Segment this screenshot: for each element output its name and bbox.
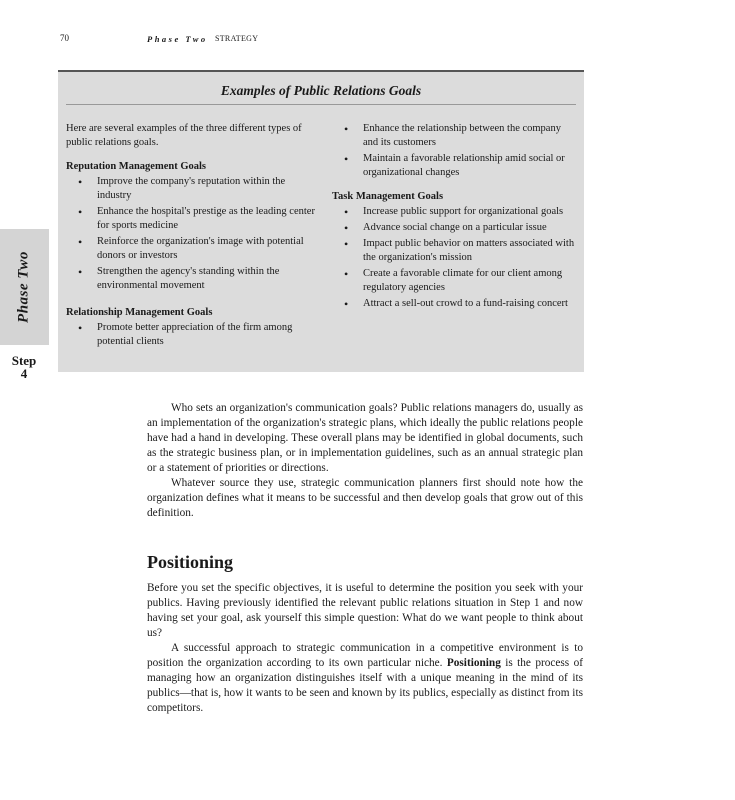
box-intro: Here are several examples of the three different types of public relations goals. (66, 123, 302, 148)
relationship-list-left (66, 321, 318, 349)
phase-side-tab (0, 229, 49, 345)
body-paragraph: Whatever source they use, strategic communication planners first should note how the organization defines what it means to be successful and then develop goals that grow out of this definition. (147, 477, 583, 519)
task-heading: Task Management Goals (332, 191, 444, 202)
box-title: Examples of Public Relations Goals (220, 83, 422, 98)
body-section-positioning (147, 581, 583, 716)
body-paragraph: Who sets an organization's communication goals? Public relations managers do, usually as an implementation of the organization's strategic plans, which ideally the public relations people have had a hand in developing. These overall plans may be identified in global documents, such as the strategic business plan, or in implementation guidelines, such as an annual strategic plan or a statement of priorities or directions. (147, 402, 583, 474)
body-paragraph (147, 641, 583, 716)
body-paragraph: Before you set the specific objectives, it is useful to determine the position you seek with your publics. Having previously identified the relevant public relations situation in Step 1 and now having set your goal, ask yourself this simple question: What do we want people to think about us? (147, 582, 583, 639)
step-marker (9, 354, 39, 380)
body-section-goals (147, 401, 583, 521)
list-item: • Impact public behavior on matters associated with the organization's mission (332, 237, 578, 265)
list-item: • Strengthen the agency's standing within the environmental movement (66, 265, 318, 293)
step-number: 4 (20, 366, 28, 381)
relationship-list-right (332, 122, 578, 180)
reputation-heading: Reputation Management Goals (66, 161, 206, 172)
box-right-column (332, 122, 578, 311)
list-item: • Enhance the relationship between the company and its customers (332, 122, 578, 150)
examples-box (58, 70, 584, 372)
list-item: • Improve the company's reputation within the industry (66, 175, 318, 203)
header-phase: Phase Two (147, 34, 208, 44)
list-item: • Maintain a favorable relationship amid social or organizational changes (332, 152, 578, 180)
list-item: • Reinforce the organization's image with potential donors or investors (66, 235, 318, 263)
list-item: • Increase public support for organizational goals (332, 205, 578, 219)
box-left-column (66, 122, 318, 349)
list-item: • Attract a sell-out crowd to a fund-raising concert (332, 297, 578, 311)
list-item: • Create a favorable climate for our client among regulatory agencies (332, 267, 578, 295)
header-section: STRATEGY (215, 34, 259, 43)
step-word: Step (11, 353, 37, 368)
page-number: 70 (60, 33, 69, 43)
box-title-rule (66, 104, 576, 105)
paragraph-text: A successful approach to strategic communication in a competitive environment is to position the organization according to its own particular niche. (147, 642, 583, 669)
side-tab-label: Phase Two (15, 251, 32, 323)
reputation-list (66, 175, 318, 293)
list-item: • Enhance the hospital's prestige as the leading center for sports medicine (66, 205, 318, 233)
list-item: • Promote better appreciation of the firm among potential clients (66, 321, 318, 349)
key-term: Positioning (446, 657, 501, 669)
task-list (332, 205, 578, 311)
relationship-heading: Relationship Management Goals (66, 307, 213, 318)
list-item: • Advance social change on a particular issue (332, 221, 578, 235)
paragraph-text: is the process of managing how an organization distinguishes itself with a unique meaning in the mind of its publics—that is, how it wants to be seen and known by its publics, especially as distinct from its competitors. (147, 657, 583, 714)
section-heading: Positioning (147, 552, 234, 572)
